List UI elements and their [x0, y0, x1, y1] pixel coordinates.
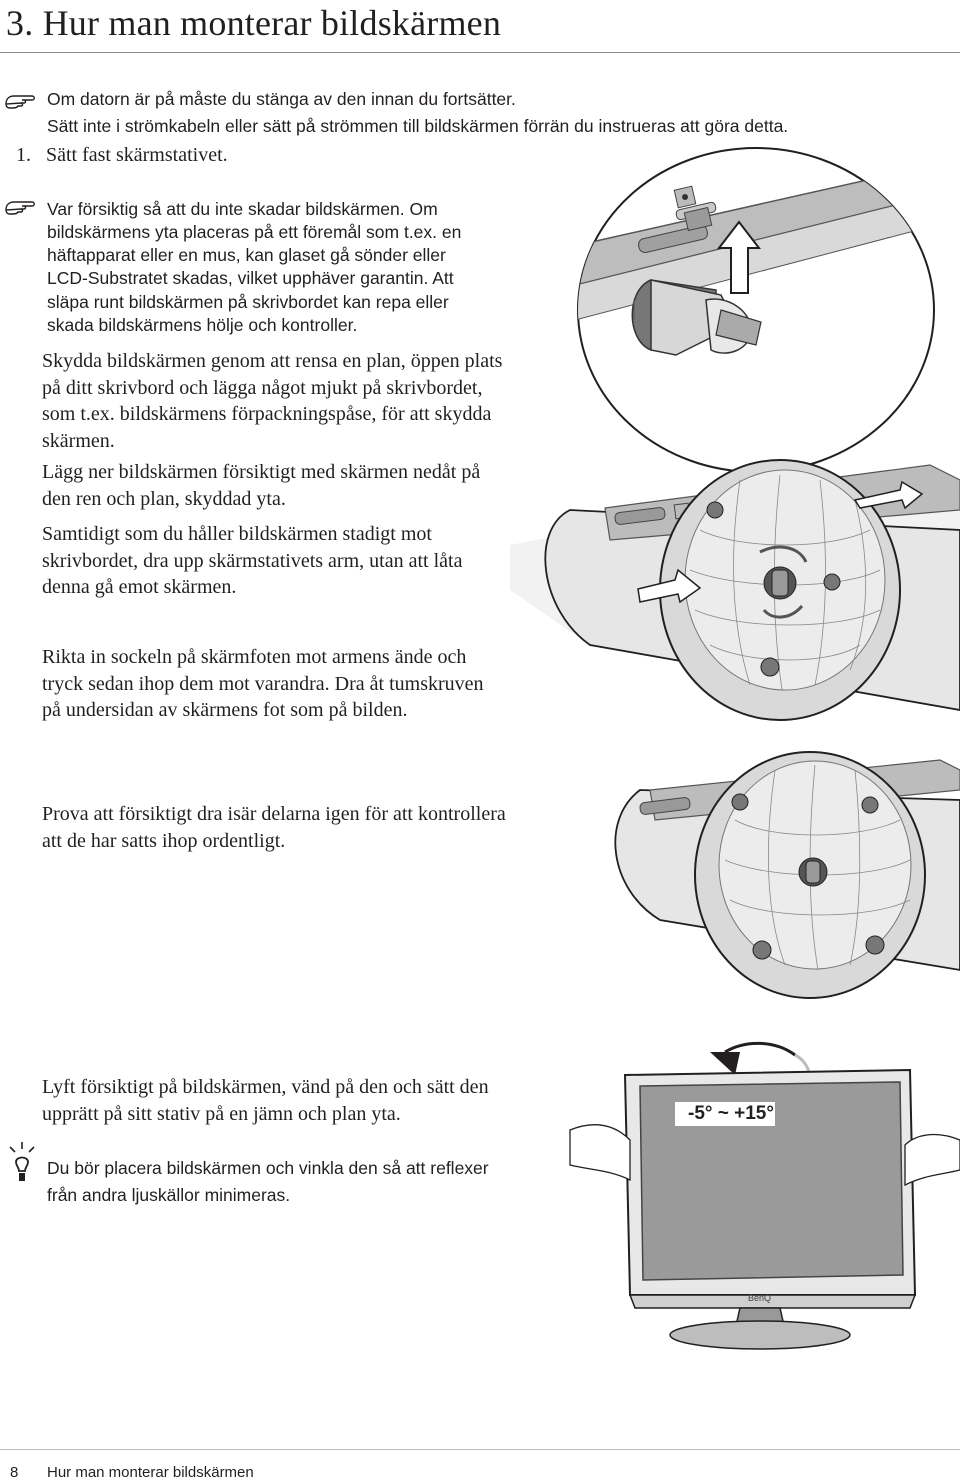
- step-number: 1.: [16, 144, 31, 166]
- paragraph-line: Skydda bildskärmen genom att rensa en plan, öppen plats: [42, 350, 503, 372]
- paragraph-line: skrivbordet, dra upp skärmstativets arm, utan att låta: [42, 549, 463, 572]
- caution-line: LCD-Substratet skadas, vilket upphäver garantin. Att: [47, 268, 454, 288]
- page-number: 8: [10, 1464, 19, 1481]
- paragraph-line: Rikta in sockeln på skärmfoten mot armens ände och: [42, 646, 467, 668]
- paragraph-line: tryck sedan ihop dem mot varandra. Dra åt tumskruven: [42, 672, 484, 695]
- step-label: Sätt fast skärmstativet.: [46, 144, 228, 166]
- paragraph-line: Samtidigt som du håller bildskärmen stadigt mot: [42, 523, 432, 545]
- caution-line: bildskärmens yta placeras på ett föremål som t.ex. en: [47, 222, 462, 242]
- caution-line: Var försiktig så att du inte skadar bildskärmen. Om: [47, 199, 438, 219]
- caution-line: häftapparat eller en mus, kan glaset gå sönder eller: [47, 245, 446, 265]
- page-title: 3. Hur man monterar bildskärmen: [6, 3, 502, 43]
- paragraph-line: Lägg ner bildskärmen försiktigt med skärmen nedåt på: [42, 461, 481, 483]
- hand-pointer-icon: [4, 90, 38, 110]
- caution-note: [0, 194, 560, 354]
- caution-line: släpa runt bildskärmen på skrivbordet kan repa eller: [47, 292, 449, 312]
- paragraph-lift: [42, 1074, 489, 1127]
- paragraph-line: på undersidan av skärmens fot som på bilden.: [42, 699, 408, 721]
- hand-pointer-icon: [4, 196, 38, 216]
- base-attach-illustration: [510, 470, 960, 770]
- paragraph-lay-down: [42, 459, 480, 512]
- base-check-illustration: [580, 760, 960, 1020]
- lightbulb-icon: [6, 1140, 38, 1184]
- paragraph-line: Lyft försiktigt på bildskärmen, vänd på den och sätt den: [42, 1076, 489, 1098]
- footer-section: Hur man monterar bildskärmen: [47, 1464, 254, 1481]
- paragraph-line: Prova att försiktigt dra isär delarna igen för att kontrollera: [42, 803, 506, 825]
- monitor-upright-illustration: [570, 1030, 960, 1360]
- tip-line: Du bör placera bildskärmen och vinkla den så att reflexer: [47, 1158, 489, 1178]
- arm-pull-illustration: [556, 150, 956, 480]
- paragraph-check: [42, 801, 506, 854]
- tilt-range-label: -5° ~ +15°: [688, 1103, 774, 1124]
- paragraph-line: att de har satts ihop ordentligt.: [42, 829, 286, 852]
- paragraph-line: som t.ex. bildskärmens förpackningspåse, för att skydda: [42, 403, 492, 425]
- title-divider: [0, 52, 960, 53]
- paragraph-align-base: [42, 644, 484, 724]
- paragraph-line: på ditt skrivbord och lägga något mjukt på skrivbordet,: [42, 376, 483, 399]
- intro-note: [0, 86, 960, 146]
- intro-note-line1: Om datorn är på måste du stänga av den innan du fortsätter.: [47, 89, 516, 109]
- tip-line: från andra ljuskällor minimeras.: [47, 1185, 291, 1205]
- brand-logo: BenQ: [748, 1293, 772, 1303]
- paragraph-protect: [42, 348, 502, 454]
- paragraph-line: upprätt på sitt stativ på en jämn och plan yta.: [42, 1102, 401, 1125]
- paragraph-line: den ren och plan, skyddad yta.: [42, 487, 286, 510]
- paragraph-line: skärmen.: [42, 429, 115, 452]
- tip-note: [0, 1140, 560, 1210]
- caution-line: skada bildskärmens hölje och kontroller.: [47, 315, 358, 335]
- footer-divider: [0, 1449, 960, 1450]
- paragraph-pull-arm: [42, 521, 462, 601]
- paragraph-line: denna gå emot skärmen.: [42, 576, 237, 598]
- intro-note-line2: Sätt inte i strömkabeln eller sätt på strömmen till bildskärmen förrän du instrueras att göra detta.: [47, 116, 789, 136]
